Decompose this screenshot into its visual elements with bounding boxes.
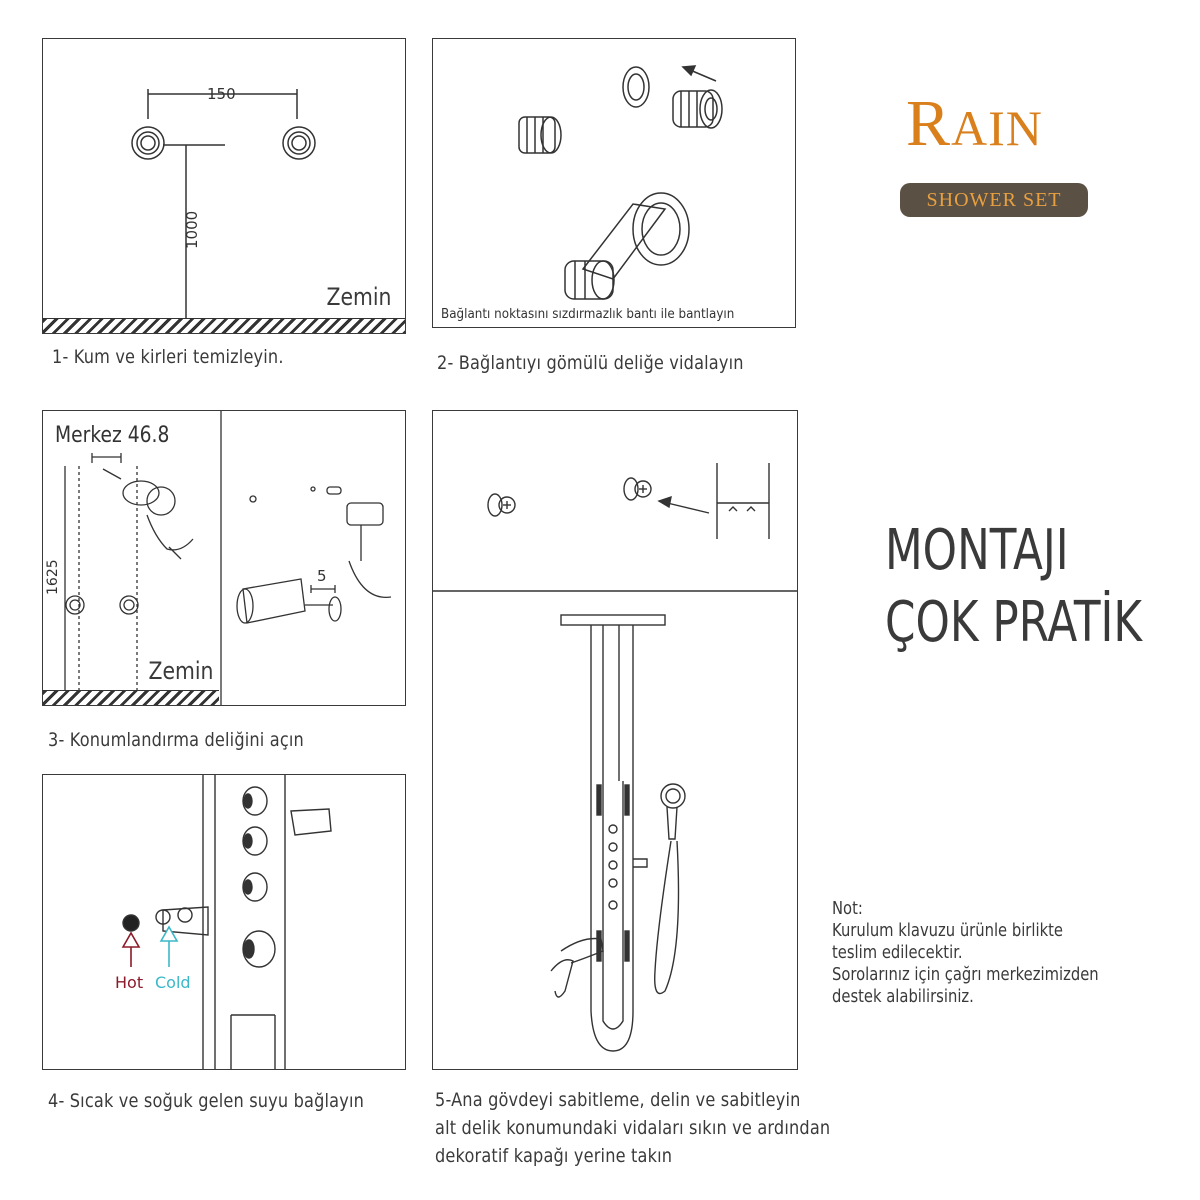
wall-anchor-icon	[237, 579, 341, 623]
hand-grip-icon	[551, 939, 603, 998]
center-label: Merkez 46.8	[55, 423, 170, 448]
headline-line2: ÇOK PRATİK	[885, 590, 1143, 655]
step2-diagram	[433, 39, 796, 328]
seal-ring-icon	[623, 67, 649, 107]
tape-instruction: Bağlantı noktasını sızdırmazlık bantı ile bantlayın	[441, 307, 735, 322]
brand-name: RAIN	[906, 87, 1043, 160]
step2-panel	[432, 38, 796, 328]
cold-arrow-icon	[161, 927, 177, 967]
note-title: Not:	[832, 898, 863, 919]
step3-panel	[42, 410, 406, 706]
knob-icon	[243, 827, 267, 855]
step5-caption-line3: dekoratif kapağı yerine takın	[435, 1145, 673, 1167]
note-line: Kurulum klavuzu ürünle birlikte	[832, 920, 1063, 941]
knob-icon	[243, 787, 267, 815]
shower-panel-icon	[561, 615, 665, 1051]
cold-label: Cold	[155, 973, 191, 992]
floor-label: Zemin	[326, 283, 391, 311]
step3-diagram	[43, 411, 406, 706]
note-line: Sorolarınız için çağrı merkezimizden	[832, 964, 1099, 985]
hot-arrow-icon	[123, 933, 139, 967]
elbow-arm-icon	[565, 193, 689, 299]
screw-icon	[488, 494, 515, 516]
step3-caption: 3- Konumlandırma deliğini açın	[48, 729, 304, 751]
floor-hatch-3	[43, 690, 219, 705]
headline-line1: MONTAJI	[885, 518, 1069, 583]
dimension-1625: 1625	[45, 559, 61, 595]
floor-hatch	[43, 318, 405, 333]
step4-diagram	[43, 775, 406, 1070]
floor-label-3: Zemin	[148, 657, 213, 685]
screw-icon	[624, 478, 651, 500]
step2-caption: 2- Bağlantıyı gömülü deliğe vidalayın	[437, 352, 744, 374]
brand-subtitle: SHOWER SET	[900, 183, 1088, 217]
hot-label: Hot	[115, 973, 144, 992]
step4-panel	[42, 774, 406, 1070]
dimension-5: 5	[317, 567, 327, 585]
step1-panel	[42, 38, 406, 334]
step5-caption-line1: 5-Ana gövdeyi sabitleme, delin ve sabitleyin	[435, 1089, 801, 1111]
dimension-1000: 1000	[183, 210, 201, 249]
water-inlet-icon	[123, 907, 208, 935]
hammer-icon	[347, 503, 391, 597]
knob-icon	[243, 873, 267, 901]
step5-panel	[432, 410, 798, 1070]
note-line: teslim edilecektir.	[832, 942, 963, 963]
connector-icon	[673, 90, 722, 128]
knob-icon	[243, 931, 275, 967]
fitting-right-icon	[120, 596, 138, 614]
hex-nut-icon	[519, 117, 561, 153]
step5-diagram	[433, 411, 798, 1070]
hand-shower-icon	[633, 784, 685, 994]
note-line: destek alabilirsiniz.	[832, 986, 974, 1007]
step1-caption: 1- Kum ve kirleri temizleyin.	[52, 346, 284, 368]
note-block	[832, 898, 1099, 1008]
step4-caption: 4- Sıcak ve soğuk gelen suyu bağlayın	[48, 1090, 365, 1112]
dimension-150: 150	[207, 85, 236, 103]
fitting-left-icon	[66, 596, 84, 614]
step5-caption-line2: alt delik konumundaki vidaları sıkın ve ardından	[435, 1117, 831, 1139]
drill-icon	[103, 469, 193, 559]
